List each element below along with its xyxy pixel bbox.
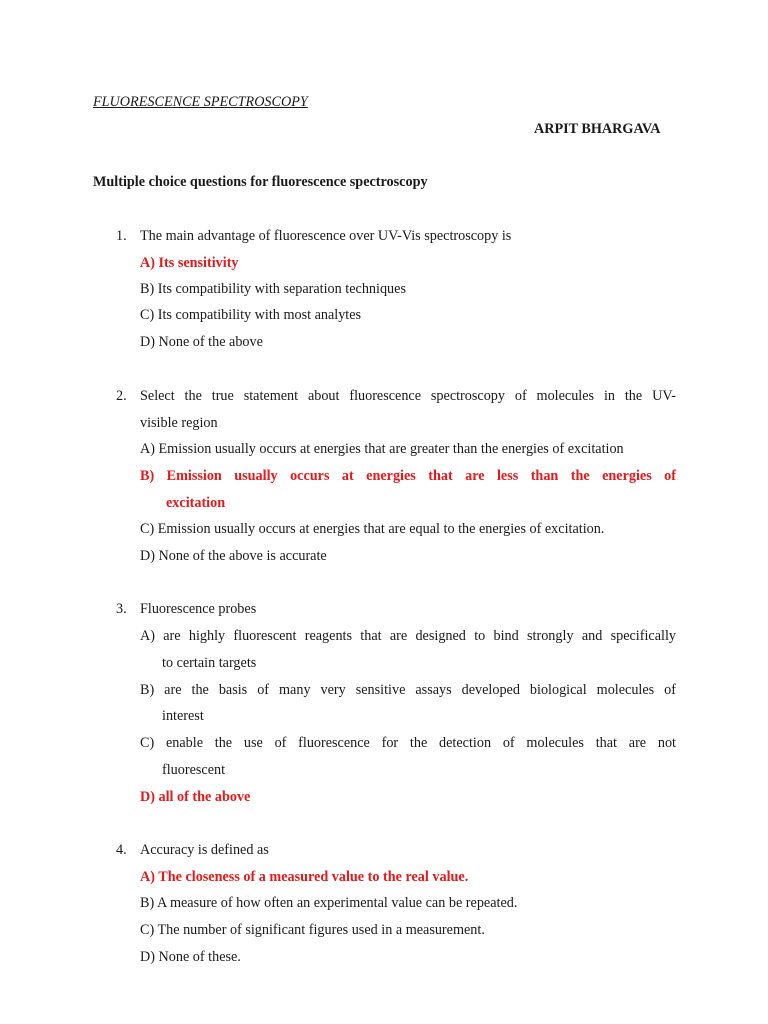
question-text: Select the true statement about fluorescence spectroscopy of molecules in the UV- <box>140 388 676 404</box>
option-correct: A) Its sensitivity <box>140 255 239 271</box>
question-text: visible region <box>140 415 218 431</box>
document-title: FLUORESCENCE SPECTROSCOPY <box>93 94 308 110</box>
option-correct: excitation <box>166 495 226 511</box>
author-name: ARPIT BHARGAVA <box>534 121 661 137</box>
question-text: The main advantage of fluorescence over UV-Vis spectroscopy is <box>140 228 512 244</box>
option: A) Emission usually occurs at energies that are greater than the energies of excitation <box>140 441 624 457</box>
question-number: 4. <box>116 842 127 858</box>
option: B) are the basis of many very sensitive assays developed biological molecules of <box>140 682 676 698</box>
question-text: Accuracy is defined as <box>140 842 269 858</box>
option: B) Its compatibility with separation techniques <box>140 281 406 297</box>
option: to certain targets <box>162 655 257 671</box>
option: D) None of the above <box>140 334 263 350</box>
question-text: Fluorescence probes <box>140 601 257 617</box>
option: B) A measure of how often an experimental value can be repeated. <box>140 895 518 911</box>
option: D) None of the above is accurate <box>140 548 327 564</box>
option: C) Emission usually occurs at energies that are equal to the energies of excitation. <box>140 521 605 537</box>
question-number: 1. <box>116 228 127 244</box>
question-number: 2. <box>116 388 127 404</box>
option: fluorescent <box>162 762 226 778</box>
section-heading: Multiple choice questions for fluorescence spectroscopy <box>93 174 428 190</box>
option: C) Its compatibility with most analytes <box>140 307 362 323</box>
option-correct: B) Emission usually occurs at energies that are less than the energies of <box>140 468 676 484</box>
option: D) None of these. <box>140 949 241 965</box>
question-number: 3. <box>116 601 127 617</box>
option: A) are highly fluorescent reagents that are designed to bind strongly and specifically <box>140 628 676 644</box>
option-correct: A) The closeness of a measured value to the real value. <box>140 869 469 885</box>
option: interest <box>162 708 204 724</box>
option: C) enable the use of fluorescence for the detection of molecules that are not <box>140 735 676 751</box>
option: C) The number of significant figures used in a measurement. <box>140 922 485 938</box>
option-correct: D) all of the above <box>140 789 251 805</box>
